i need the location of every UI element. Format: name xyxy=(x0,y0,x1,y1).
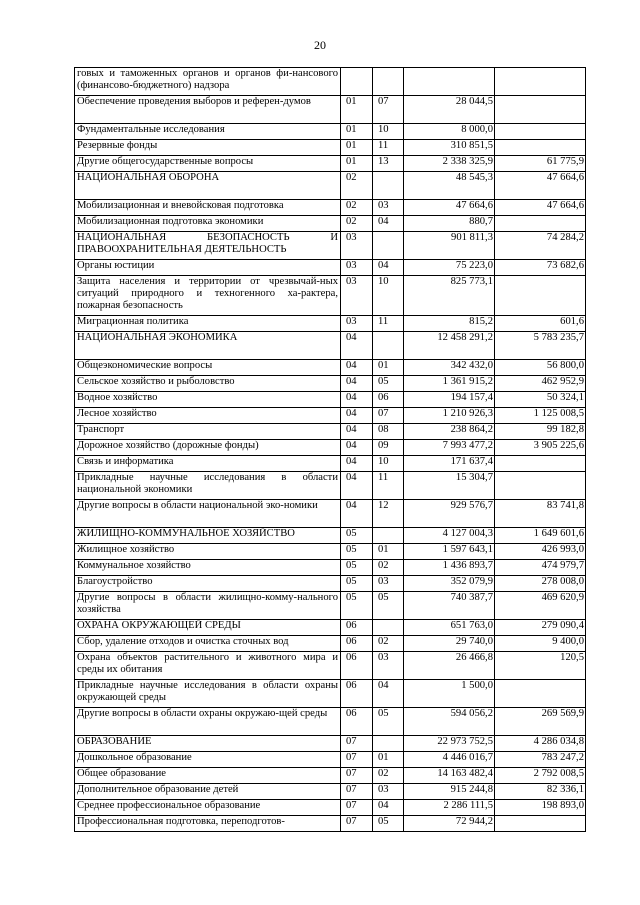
row-amount-total-cell: 901 811,3 xyxy=(404,232,495,260)
table-row xyxy=(75,652,586,680)
row-section-code-cell: 07 xyxy=(341,736,373,752)
row-subsection-code-cell: 03 xyxy=(373,200,404,216)
row-subsection-code-cell: 01 xyxy=(373,544,404,560)
row-name-cell: Транспорт xyxy=(75,424,341,440)
row-name-cell: Общее образование xyxy=(75,768,341,784)
table-row xyxy=(75,96,586,124)
row-name-cell: НАЦИОНАЛЬНАЯ ЭКОНОМИКА xyxy=(75,332,341,360)
row-name-cell: Лесное хозяйство xyxy=(75,408,341,424)
row-subsection-code-cell: 02 xyxy=(373,560,404,576)
row-subsection-code-cell: 02 xyxy=(373,768,404,784)
table-row xyxy=(75,408,586,424)
row-amount-total-cell: 15 304,7 xyxy=(404,472,495,500)
row-subsection-code-cell: 01 xyxy=(373,752,404,768)
row-section-code-cell: 04 xyxy=(341,408,373,424)
table-row xyxy=(75,172,586,200)
row-subsection-code-cell: 11 xyxy=(373,316,404,332)
row-name-cell: ОХРАНА ОКРУЖАЮЩЕЙ СРЕДЫ xyxy=(75,620,341,636)
row-name-cell: НАЦИОНАЛЬНАЯ ОБОРОНА xyxy=(75,172,341,200)
row-amount-subventions-cell: 1 125 008,5 xyxy=(495,408,586,424)
row-name-cell: Прикладные научные исследования в области национальной экономики xyxy=(75,472,341,500)
table-row xyxy=(75,232,586,260)
row-subsection-code-cell: 10 xyxy=(373,456,404,472)
row-amount-total-cell: 29 740,0 xyxy=(404,636,495,652)
row-section-code-cell: 04 xyxy=(341,456,373,472)
row-amount-total-cell: 1 210 926,3 xyxy=(404,408,495,424)
row-amount-subventions-cell: 783 247,2 xyxy=(495,752,586,768)
row-section-code-cell: 04 xyxy=(341,440,373,456)
table-row xyxy=(75,708,586,736)
row-section-code-cell: 07 xyxy=(341,768,373,784)
row-section-code-cell xyxy=(341,68,373,96)
table-row xyxy=(75,816,586,832)
row-amount-subventions-cell: 99 182,8 xyxy=(495,424,586,440)
row-amount-total-cell: 740 387,7 xyxy=(404,592,495,620)
row-amount-total-cell: 352 079,9 xyxy=(404,576,495,592)
row-amount-subventions-cell: 50 324,1 xyxy=(495,392,586,408)
row-section-code-cell: 06 xyxy=(341,708,373,736)
table-row xyxy=(75,800,586,816)
row-subsection-code-cell: 02 xyxy=(373,636,404,652)
row-section-code-cell: 06 xyxy=(341,680,373,708)
budget-table-body xyxy=(75,68,586,832)
row-name-cell: Жилищное хозяйство xyxy=(75,544,341,560)
row-amount-subventions-cell: 2 792 008,5 xyxy=(495,768,586,784)
row-subsection-code-cell: 12 xyxy=(373,500,404,528)
table-row xyxy=(75,528,586,544)
table-row xyxy=(75,156,586,172)
row-name-cell: Другие вопросы в области жилищно-комму-нального хозяйства xyxy=(75,592,341,620)
row-section-code-cell: 01 xyxy=(341,96,373,124)
table-row xyxy=(75,636,586,652)
row-subsection-code-cell xyxy=(373,528,404,544)
row-amount-subventions-cell: 56 800,0 xyxy=(495,360,586,376)
table-row xyxy=(75,592,586,620)
row-subsection-code-cell: 04 xyxy=(373,260,404,276)
row-section-code-cell: 02 xyxy=(341,200,373,216)
row-name-cell: Водное хозяйство xyxy=(75,392,341,408)
row-amount-subventions-cell xyxy=(495,816,586,832)
row-amount-subventions-cell xyxy=(495,456,586,472)
table-row xyxy=(75,752,586,768)
row-section-code-cell: 01 xyxy=(341,156,373,172)
row-amount-subventions-cell: 278 008,0 xyxy=(495,576,586,592)
table-row xyxy=(75,276,586,316)
row-subsection-code-cell: 07 xyxy=(373,408,404,424)
row-name-cell: Дорожное хозяйство (дорожные фонды) xyxy=(75,440,341,456)
row-section-code-cell: 04 xyxy=(341,500,373,528)
row-amount-total-cell: 651 763,0 xyxy=(404,620,495,636)
row-name-cell: Профессиональная подготовка, переподготов- xyxy=(75,816,341,832)
row-amount-total-cell: 238 864,2 xyxy=(404,424,495,440)
row-subsection-code-cell: 08 xyxy=(373,424,404,440)
row-amount-total-cell: 171 637,4 xyxy=(404,456,495,472)
row-name-cell: НАЦИОНАЛЬНАЯ БЕЗОПАСНОСТЬ И ПРАВООХРАНИТЕЛЬНАЯ ДЕЯТЕЛЬНОСТЬ xyxy=(75,232,341,260)
table-row xyxy=(75,68,586,96)
table-row xyxy=(75,216,586,232)
row-name-cell: ЖИЛИЩНО-КОММУНАЛЬНОЕ ХОЗЯЙСТВО xyxy=(75,528,341,544)
row-subsection-code-cell: 07 xyxy=(373,96,404,124)
row-section-code-cell: 07 xyxy=(341,752,373,768)
row-amount-total-cell: 7 993 477,2 xyxy=(404,440,495,456)
row-amount-subventions-cell: 74 284,2 xyxy=(495,232,586,260)
row-subsection-code-cell: 06 xyxy=(373,392,404,408)
row-amount-subventions-cell xyxy=(495,276,586,316)
row-amount-total-cell: 880,7 xyxy=(404,216,495,232)
row-name-cell: Резервные фонды xyxy=(75,140,341,156)
table-row xyxy=(75,472,586,500)
table-row xyxy=(75,424,586,440)
row-amount-total-cell: 47 664,6 xyxy=(404,200,495,216)
row-section-code-cell: 01 xyxy=(341,124,373,140)
table-row xyxy=(75,200,586,216)
row-subsection-code-cell xyxy=(373,620,404,636)
row-amount-subventions-cell: 469 620,9 xyxy=(495,592,586,620)
row-amount-total-cell: 48 545,3 xyxy=(404,172,495,200)
row-subsection-code-cell: 11 xyxy=(373,140,404,156)
row-amount-subventions-cell xyxy=(495,216,586,232)
row-section-code-cell: 03 xyxy=(341,260,373,276)
row-amount-total-cell: 14 163 482,4 xyxy=(404,768,495,784)
row-subsection-code-cell xyxy=(373,232,404,260)
row-section-code-cell: 05 xyxy=(341,592,373,620)
row-section-code-cell: 06 xyxy=(341,652,373,680)
row-amount-subventions-cell xyxy=(495,96,586,124)
table-row xyxy=(75,768,586,784)
table-row xyxy=(75,456,586,472)
row-amount-subventions-cell xyxy=(495,472,586,500)
row-name-cell: Благоустройство xyxy=(75,576,341,592)
table-row xyxy=(75,784,586,800)
row-name-cell: Общеэкономические вопросы xyxy=(75,360,341,376)
row-name-cell: Миграционная политика xyxy=(75,316,341,332)
row-section-code-cell: 03 xyxy=(341,232,373,260)
row-name-cell: Фундаментальные исследования xyxy=(75,124,341,140)
row-amount-total-cell: 915 244,8 xyxy=(404,784,495,800)
row-amount-total-cell: 75 223,0 xyxy=(404,260,495,276)
row-amount-total-cell: 2 286 111,5 xyxy=(404,800,495,816)
row-section-code-cell: 06 xyxy=(341,636,373,652)
row-amount-subventions-cell: 120,5 xyxy=(495,652,586,680)
row-amount-subventions-cell: 83 741,8 xyxy=(495,500,586,528)
row-name-cell: Дошкольное образование xyxy=(75,752,341,768)
row-amount-subventions-cell: 5 783 235,7 xyxy=(495,332,586,360)
row-subsection-code-cell: 03 xyxy=(373,576,404,592)
row-name-cell: Дополнительное образование детей xyxy=(75,784,341,800)
row-amount-total-cell: 26 466,8 xyxy=(404,652,495,680)
row-subsection-code-cell xyxy=(373,172,404,200)
table-row xyxy=(75,544,586,560)
row-name-cell: Другие вопросы в области охраны окружаю-щей среды xyxy=(75,708,341,736)
row-amount-total-cell: 194 157,4 xyxy=(404,392,495,408)
row-subsection-code-cell: 01 xyxy=(373,360,404,376)
row-section-code-cell: 03 xyxy=(341,276,373,316)
row-section-code-cell: 05 xyxy=(341,528,373,544)
row-amount-subventions-cell: 474 979,7 xyxy=(495,560,586,576)
row-amount-subventions-cell: 462 952,9 xyxy=(495,376,586,392)
row-name-cell: ОБРАЗОВАНИЕ xyxy=(75,736,341,752)
row-name-cell: Другие вопросы в области национальной эко-номики xyxy=(75,500,341,528)
row-subsection-code-cell: 10 xyxy=(373,124,404,140)
table-row xyxy=(75,620,586,636)
row-amount-total-cell: 825 773,1 xyxy=(404,276,495,316)
row-name-cell: Органы юстиции xyxy=(75,260,341,276)
row-amount-total-cell: 12 458 291,2 xyxy=(404,332,495,360)
row-name-cell: говых и таможенных органов и органов фи-нансового (финансово-бюджетного) надзора xyxy=(75,68,341,96)
table-row xyxy=(75,260,586,276)
row-amount-total-cell: 1 436 893,7 xyxy=(404,560,495,576)
row-section-code-cell: 02 xyxy=(341,216,373,232)
row-name-cell: Сельское хозяйство и рыболовство xyxy=(75,376,341,392)
row-amount-subventions-cell: 61 775,9 xyxy=(495,156,586,172)
table-row xyxy=(75,332,586,360)
row-subsection-code-cell: 04 xyxy=(373,216,404,232)
table-row xyxy=(75,560,586,576)
row-amount-total-cell: 22 973 752,5 xyxy=(404,736,495,752)
row-section-code-cell: 06 xyxy=(341,620,373,636)
row-subsection-code-cell xyxy=(373,332,404,360)
row-amount-subventions-cell: 1 649 601,6 xyxy=(495,528,586,544)
row-subsection-code-cell: 03 xyxy=(373,784,404,800)
row-name-cell: Мобилизационная подготовка экономики xyxy=(75,216,341,232)
row-subsection-code-cell: 03 xyxy=(373,652,404,680)
row-subsection-code-cell: 11 xyxy=(373,472,404,500)
row-amount-subventions-cell: 47 664,6 xyxy=(495,200,586,216)
row-subsection-code-cell xyxy=(373,736,404,752)
table-row xyxy=(75,392,586,408)
row-section-code-cell: 03 xyxy=(341,316,373,332)
row-amount-subventions-cell xyxy=(495,68,586,96)
row-subsection-code-cell: 04 xyxy=(373,800,404,816)
row-section-code-cell: 04 xyxy=(341,360,373,376)
row-amount-total-cell: 28 044,5 xyxy=(404,96,495,124)
row-amount-total-cell: 310 851,5 xyxy=(404,140,495,156)
row-amount-subventions-cell: 82 336,1 xyxy=(495,784,586,800)
row-amount-total-cell: 8 000,0 xyxy=(404,124,495,140)
row-amount-total-cell: 594 056,2 xyxy=(404,708,495,736)
row-section-code-cell: 01 xyxy=(341,140,373,156)
row-section-code-cell: 07 xyxy=(341,784,373,800)
table-row xyxy=(75,376,586,392)
row-section-code-cell: 05 xyxy=(341,544,373,560)
table-row xyxy=(75,360,586,376)
row-section-code-cell: 05 xyxy=(341,560,373,576)
row-name-cell: Защита населения и территории от чрезвычай-ных ситуаций природного и техногенного ха-рактера, пожарная безопасность xyxy=(75,276,341,316)
row-subsection-code-cell: 05 xyxy=(373,816,404,832)
table-row xyxy=(75,736,586,752)
row-name-cell: Прикладные научные исследования в области охраны окружающей среды xyxy=(75,680,341,708)
table-row xyxy=(75,124,586,140)
row-amount-total-cell: 2 338 325,9 xyxy=(404,156,495,172)
row-amount-subventions-cell: 9 400,0 xyxy=(495,636,586,652)
page-number: 20 xyxy=(314,38,326,52)
table-row xyxy=(75,140,586,156)
row-section-code-cell: 02 xyxy=(341,172,373,200)
row-amount-subventions-cell xyxy=(495,680,586,708)
row-name-cell: Среднее профессиональное образование xyxy=(75,800,341,816)
row-amount-total-cell: 4 446 016,7 xyxy=(404,752,495,768)
row-subsection-code-cell: 09 xyxy=(373,440,404,456)
row-amount-subventions-cell: 279 090,4 xyxy=(495,620,586,636)
row-section-code-cell: 05 xyxy=(341,576,373,592)
row-amount-subventions-cell: 3 905 225,6 xyxy=(495,440,586,456)
row-name-cell: Обеспечение проведения выборов и референ-думов xyxy=(75,96,341,124)
row-subsection-code-cell: 13 xyxy=(373,156,404,172)
table-row xyxy=(75,576,586,592)
row-amount-total-cell: 4 127 004,3 xyxy=(404,528,495,544)
row-subsection-code-cell: 10 xyxy=(373,276,404,316)
row-amount-subventions-cell: 601,6 xyxy=(495,316,586,332)
table-row xyxy=(75,440,586,456)
row-name-cell: Сбор, удаление отходов и очистка сточных вод xyxy=(75,636,341,652)
row-name-cell: Связь и информатика xyxy=(75,456,341,472)
row-subsection-code-cell: 04 xyxy=(373,680,404,708)
row-amount-subventions-cell xyxy=(495,140,586,156)
row-amount-subventions-cell: 4 286 034,8 xyxy=(495,736,586,752)
table-row xyxy=(75,316,586,332)
row-subsection-code-cell xyxy=(373,68,404,96)
row-subsection-code-cell: 05 xyxy=(373,376,404,392)
table-row xyxy=(75,500,586,528)
row-amount-subventions-cell: 269 569,9 xyxy=(495,708,586,736)
table-row xyxy=(75,680,586,708)
row-section-code-cell: 04 xyxy=(341,424,373,440)
row-section-code-cell: 07 xyxy=(341,800,373,816)
row-section-code-cell: 04 xyxy=(341,472,373,500)
row-amount-total-cell: 815,2 xyxy=(404,316,495,332)
row-amount-total-cell: 342 432,0 xyxy=(404,360,495,376)
row-amount-subventions-cell: 426 993,0 xyxy=(495,544,586,560)
row-section-code-cell: 07 xyxy=(341,816,373,832)
row-section-code-cell: 04 xyxy=(341,376,373,392)
row-name-cell: Мобилизационная и вневойсковая подготовка xyxy=(75,200,341,216)
row-subsection-code-cell: 05 xyxy=(373,708,404,736)
row-amount-total-cell: 1 597 643,1 xyxy=(404,544,495,560)
row-amount-subventions-cell: 73 682,6 xyxy=(495,260,586,276)
row-name-cell: Охрана объектов растительного и животного мира и среды их обитания xyxy=(75,652,341,680)
row-amount-subventions-cell: 47 664,6 xyxy=(495,172,586,200)
row-amount-total-cell: 929 576,7 xyxy=(404,500,495,528)
row-section-code-cell: 04 xyxy=(341,332,373,360)
row-amount-subventions-cell: 198 893,0 xyxy=(495,800,586,816)
row-amount-total-cell: 1 361 915,2 xyxy=(404,376,495,392)
row-amount-subventions-cell xyxy=(495,124,586,140)
row-section-code-cell: 04 xyxy=(341,392,373,408)
row-name-cell: Коммунальное хозяйство xyxy=(75,560,341,576)
row-amount-total-cell: 72 944,2 xyxy=(404,816,495,832)
budget-table xyxy=(74,67,586,832)
row-subsection-code-cell: 05 xyxy=(373,592,404,620)
row-amount-total-cell: 1 500,0 xyxy=(404,680,495,708)
row-amount-total-cell xyxy=(404,68,495,96)
row-name-cell: Другие общегосударственные вопросы xyxy=(75,156,341,172)
